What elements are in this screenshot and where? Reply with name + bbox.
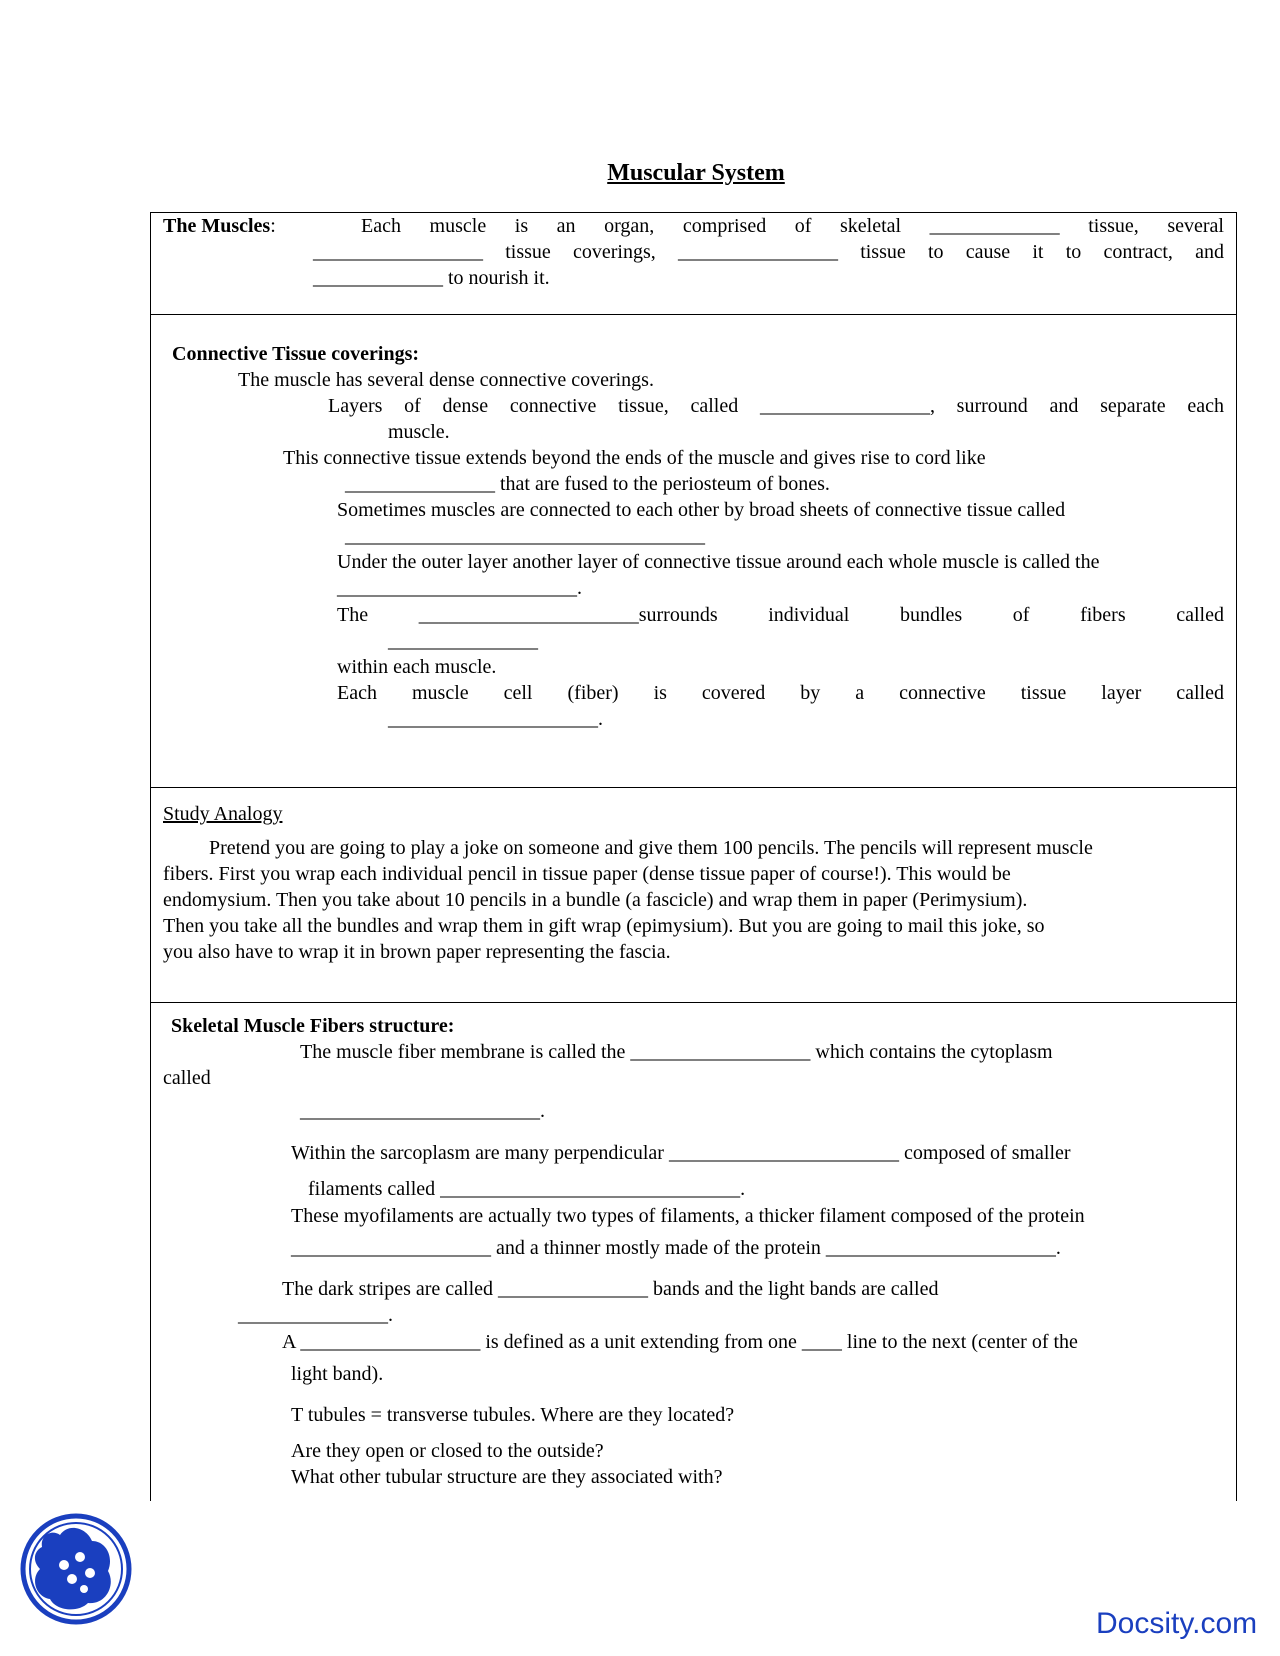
skeletal-line-14: What other tubular structure are they associated with?: [291, 1466, 723, 1488]
skeletal-line-10: A __________________ is defined as a unit extending from one ____ line to the next (center of the: [282, 1331, 1078, 1353]
skeletal-line-5: filaments called ______________________________.: [308, 1178, 746, 1200]
analogy-heading: Study Analogy: [163, 803, 283, 825]
skeletal-line-2: called: [163, 1067, 211, 1089]
connective-line-9: ________________________.: [337, 577, 582, 599]
muscles-line-1: Each muscle is an organ, comprised of skeletal _____________ tissue, several: [361, 215, 1224, 237]
connective-line-1: The muscle has several dense connective coverings.: [238, 369, 654, 391]
connective-line-14: _____________________.: [388, 708, 603, 730]
connective-line-4: This connective tissue extends beyond the ends of the muscle and gives rise to cord like: [283, 447, 986, 469]
muscles-line-2: _________________ tissue coverings, ________________ tissue to cause it to contract, and: [313, 241, 1224, 263]
connective-line-7: ____________________________________: [345, 525, 705, 547]
skeletal-line-7: ____________________ and a thinner mostly made of the protein _______________________.: [291, 1237, 1061, 1259]
muscles-heading-colon: :: [270, 215, 276, 237]
docsity-brand-link[interactable]: Docsity.com: [1096, 1607, 1258, 1640]
docsity-logo-icon: [20, 1513, 132, 1625]
page-title: Muscular System: [607, 160, 785, 186]
skeletal-line-6: These myofilaments are actually two types of filaments, a thicker filament composed of the protein: [291, 1205, 1085, 1227]
analogy-line-5: you also have to wrap it in brown paper representing the fascia.: [163, 941, 671, 963]
connective-line-12: within each muscle.: [337, 656, 497, 678]
analogy-line-1: Pretend you are going to play a joke on someone and give them 100 pencils. The pencils will represent muscle: [209, 837, 1093, 859]
connective-line-3: muscle.: [388, 421, 450, 443]
muscles-heading-line: [163, 213, 276, 239]
muscles-heading: The Muscles: [163, 215, 271, 237]
skeletal-line-12: T tubules = transverse tubules. Where are they located?: [291, 1404, 735, 1426]
muscles-line-3: _____________ to nourish it.: [313, 267, 550, 289]
connective-line-8: Under the outer layer another layer of connective tissue around each whole muscle is called the: [337, 551, 1100, 573]
analogy-line-3: endomysium. Then you take about 10 pencils in a bundle (a fascicle) and wrap them in paper (Perimysium).: [163, 889, 1028, 911]
skeletal-line-3: ________________________.: [300, 1100, 545, 1122]
connective-line-2: Layers of dense connective tissue, called _________________, surround and separate each: [328, 395, 1224, 417]
connective-line-6: Sometimes muscles are connected to each other by broad sheets of connective tissue called: [337, 499, 1066, 521]
connective-line-11: _______________: [388, 630, 538, 652]
skeletal-line-8: The dark stripes are called _______________ bands and the light bands are called: [282, 1278, 939, 1300]
connective-line-5: _______________ that are fused to the periosteum of bones.: [345, 473, 830, 495]
skeletal-line-4: Within the sarcoplasm are many perpendicular _______________________ composed of smaller: [291, 1142, 1071, 1164]
skeletal-line-9: _______________.: [238, 1304, 393, 1326]
connective-line-13: Each muscle cell (fiber) is covered by a connective tissue layer called: [337, 682, 1224, 704]
skeletal-line-13: Are they open or closed to the outside?: [291, 1440, 604, 1462]
skeletal-heading: Skeletal Muscle Fibers structure:: [171, 1015, 455, 1037]
connective-line-10: The ______________________surrounds individual bundles of fibers called: [337, 604, 1224, 626]
connective-heading: Connective Tissue coverings:: [172, 343, 420, 365]
skeletal-line-1: The muscle fiber membrane is called the __________________ which contains the cytoplasm: [300, 1041, 1053, 1063]
analogy-line-2: fibers. First you wrap each individual pencil in tissue paper (dense tissue paper of course!). This would be: [163, 863, 1011, 885]
skeletal-line-11: light band).: [291, 1363, 384, 1385]
analogy-line-4: Then you take all the bundles and wrap them in gift wrap (epimysium). But you are going to mail this joke, so: [163, 915, 1045, 937]
